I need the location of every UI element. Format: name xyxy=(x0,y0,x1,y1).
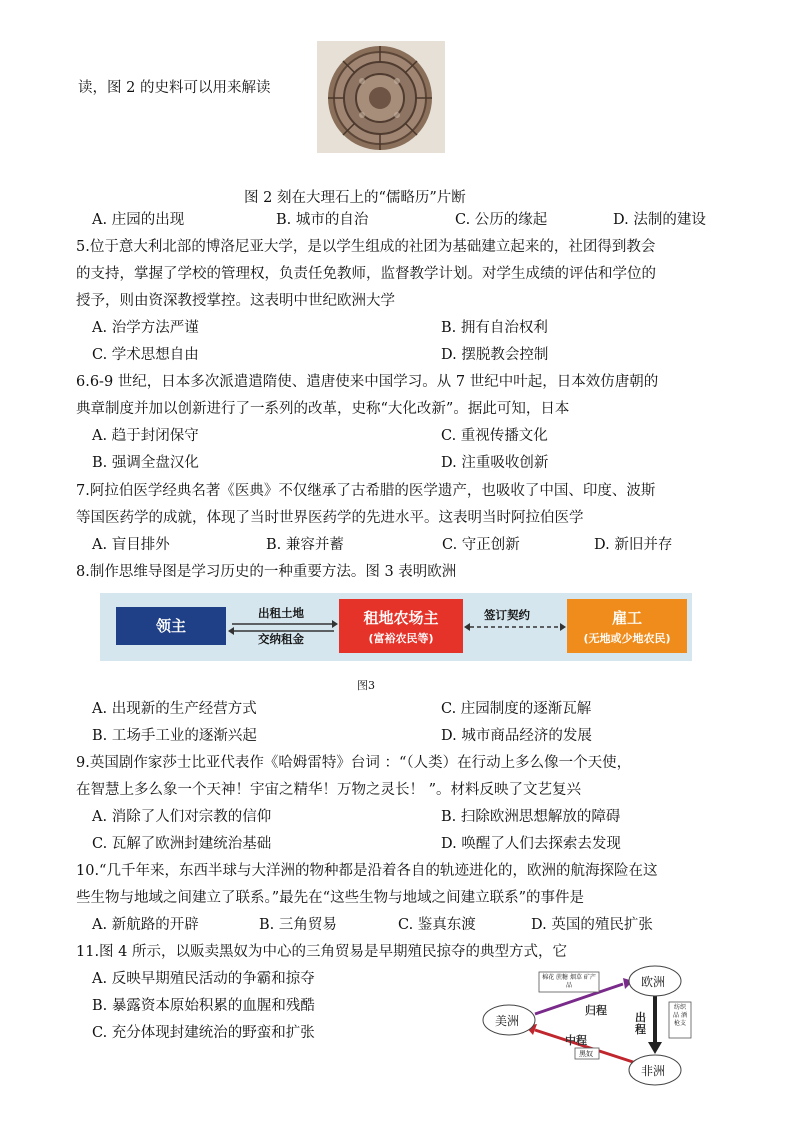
pay-rent-label: 交纳租金 xyxy=(258,632,304,646)
q11-option-c[interactable]: C. 充分体现封建统治的野蛮和扩张 xyxy=(92,1025,315,1041)
q11-stem: 11.图 4 所示，以贩卖黑奴为中心的三角贸易是早期殖民掠夺的典型方式，它 xyxy=(76,944,568,960)
q4-option-d[interactable]: D. 法制的建设 xyxy=(613,212,706,228)
q10-stem-line-2: 些生物与地域之间建立了联系。”最先在“这些生物与地域之间建立联系”的事件是 xyxy=(76,890,584,906)
q10-option-c[interactable]: C. 鉴真东渡 xyxy=(398,917,476,933)
outbound-goods-label: 纺织品 酒 枪支 xyxy=(673,1004,687,1027)
lease-land-label: 出租土地 xyxy=(258,606,304,620)
q6-option-a[interactable]: A. 趋于封闭保守 xyxy=(92,428,199,444)
q10-option-a[interactable]: A. 新航路的开辟 xyxy=(92,917,199,933)
lord-box: 领主 xyxy=(116,607,226,645)
q7-option-a[interactable]: A. 盲目排外 xyxy=(92,537,170,553)
q10-option-b[interactable]: B. 三角贸易 xyxy=(259,917,337,933)
middle-passage-label: 中程 xyxy=(565,1034,587,1047)
q5-option-a[interactable]: A. 治学方法严谨 xyxy=(92,320,199,336)
q6-option-b[interactable]: B. 强调全盘汉化 xyxy=(92,455,199,471)
america-node: 美洲 xyxy=(495,1014,520,1028)
q9-option-a[interactable]: A. 消除了人们对宗教的信仰 xyxy=(92,809,272,825)
figure-2-caption: 图 2 刻在大理石上的“儒略历”片断 xyxy=(244,190,466,206)
europe-node: 欧洲 xyxy=(641,975,666,989)
q5-option-d[interactable]: D. 摆脱教会控制 xyxy=(441,347,549,363)
q5-option-c[interactable]: C. 学术思想自由 xyxy=(92,347,199,363)
q9-stem-line-2: 在智慧上多么象一个天神！宇宙之精华！万物之灵长！ ”。材料反映了文艺复兴 xyxy=(76,782,582,798)
q6-stem-line-2: 典章制度并加以创新进行了一系列的改革，史称“大化改新”。据此可知，日本 xyxy=(76,401,570,417)
q8-stem: 8.制作思维导图是学习历史的一种重要方法。图 3 表明欧洲 xyxy=(76,564,457,580)
q11-option-a[interactable]: A. 反映早期殖民活动的争霸和掠夺 xyxy=(92,971,315,987)
q7-option-d[interactable]: D. 新旧并存 xyxy=(594,537,673,553)
q5-stem-line-1: 5.位于意大利北部的博洛尼亚大学，是以学生组成的社团为基础建立起来的，社团得到教会 xyxy=(76,239,656,255)
q8-option-b[interactable]: B. 工场手工业的逐渐兴起 xyxy=(92,728,257,744)
q8-option-d[interactable]: D. 城市商品经济的发展 xyxy=(441,728,592,744)
return-goods-label: 棉花 蔗糖 烟草 矿产品 xyxy=(542,974,596,989)
q7-stem-line-1: 7.阿拉伯医学经典名著《医典》不仅继承了古希腊的医学遗产，也吸收了中国、印度、波斯 xyxy=(76,483,656,499)
q4-intro: 读，图 2 的史料可以用来解读 xyxy=(78,80,271,96)
middle-goods-label: 黑奴 xyxy=(579,1050,593,1058)
figure-4-triangle-trade-diagram xyxy=(475,962,725,1087)
tenant-farmer-title: 租地农场主 xyxy=(363,609,439,627)
q11-option-b[interactable]: B. 暴露资本原始积累的血腥和残酷 xyxy=(92,998,315,1014)
q5-stem-line-3: 授予，则由资深教授掌控。这表明中世纪欧洲大学 xyxy=(76,293,395,309)
q5-stem-line-2: 的支持，掌握了学校的管理权，负责任免教师，监督教学计划。对学生成绩的评估和学位的 xyxy=(76,266,656,282)
q10-stem-line-1: 10.“几千年来，东西半球与大洋洲的物种都是沿着各自的轨迹进化的，欧洲的航海探险在这 xyxy=(76,863,658,879)
figure-3-flow-diagram xyxy=(100,593,692,661)
tenant-farmer-subtitle: (富裕农民等) xyxy=(368,632,434,645)
tenant-farmer-box xyxy=(339,599,463,653)
q4-option-a[interactable]: A. 庄园的出现 xyxy=(92,212,185,228)
hired-labor-box xyxy=(567,599,687,653)
q6-option-d[interactable]: D. 注重吸收创新 xyxy=(441,455,549,471)
q8-option-c[interactable]: C. 庄园制度的逐渐瓦解 xyxy=(441,701,592,717)
q4-option-b[interactable]: B. 城市的自治 xyxy=(276,212,369,228)
q7-option-c[interactable]: C. 守正创新 xyxy=(442,537,520,553)
q7-option-b[interactable]: B. 兼容并蓄 xyxy=(266,537,344,553)
africa-node: 非洲 xyxy=(641,1064,666,1078)
q9-stem-line-1: 9.英国剧作家莎士比亚代表作《哈姆雷特》台词 ：“（人类）在行动上多么像一个天使， xyxy=(76,755,632,771)
q9-option-c[interactable]: C. 瓦解了欧洲封建统治基础 xyxy=(92,836,272,852)
q6-option-c[interactable]: C. 重视传播文化 xyxy=(441,428,548,444)
q9-option-b[interactable]: B. 扫除欧洲思想解放的障碍 xyxy=(441,809,621,825)
q7-stem-line-2: 等国医药学的成就，体现了当时世界医药学的先进水平。这表明当时阿拉伯医学 xyxy=(76,510,584,526)
contract-label: 签订契约 xyxy=(484,608,530,622)
q9-option-d[interactable]: D. 唤醒了人们去探索去发现 xyxy=(441,836,621,852)
hired-labor-title: 雇工 xyxy=(611,609,642,627)
q10-option-d[interactable]: D. 英国的殖民扩张 xyxy=(531,917,653,933)
q5-option-b[interactable]: B. 拥有自治权利 xyxy=(441,320,548,336)
outbound-leg-label: 出程 xyxy=(635,1011,646,1036)
figure-3-caption: 图3 xyxy=(357,679,375,692)
julian-calendar-stone-image xyxy=(317,41,445,153)
return-leg-label: 归程 xyxy=(585,1004,607,1017)
q8-option-a[interactable]: A. 出现新的生产经营方式 xyxy=(92,701,257,717)
q4-option-c[interactable]: C. 公历的缘起 xyxy=(455,212,548,228)
hired-labor-subtitle: (无地或少地农民) xyxy=(583,632,671,645)
q6-stem-line-1: 6.6-9 世纪，日本多次派遣遣隋使、遣唐使来中国学习。从 7 世纪中叶起，日本效仿唐朝的 xyxy=(76,374,659,390)
